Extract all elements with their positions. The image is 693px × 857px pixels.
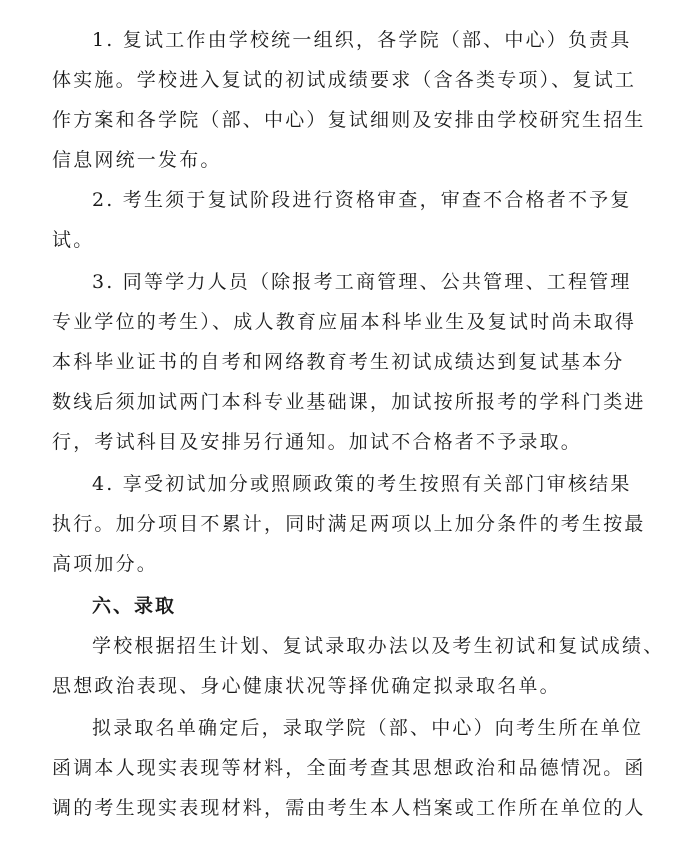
section-heading: 六、录取 [92, 595, 177, 617]
paragraph-4-line-3: 高项加分。 [52, 553, 159, 575]
paragraph-6-line-3: 调的考生现实表现材料，需由考生本人档案或工作所在单位的人 [52, 797, 646, 819]
paragraph-2-line-2: 试。 [52, 229, 95, 251]
paragraph-3-line-1: 3. 同等学力人员（除报考工商管理、公共管理、工程管理 [92, 271, 632, 293]
paragraph-2-line-1: 2. 考生须于复试阶段进行资格审查，审查不合格者不予复 [92, 189, 632, 211]
paragraph-1-line-1: 1. 复试工作由学校统一组织，各学院（部、中心）负责具 [92, 29, 632, 51]
paragraph-3-line-5: 行，考试科目及安排另行通知。加试不合格者不予录取。 [52, 431, 583, 453]
paragraph-1-line-2: 体实施。学校进入复试的初试成绩要求（含各类专项）、复试工 [52, 69, 637, 91]
paragraph-1-line-4: 信息网统一发布。 [52, 149, 222, 171]
paragraph-6-line-2: 函调本人现实表现等材料，全面考查其思想政治和品德情况。函 [52, 757, 646, 779]
paragraph-4-line-1: 4. 享受初试加分或照顾政策的考生按照有关部门审核结果 [92, 473, 632, 495]
paragraph-5-line-1: 学校根据招生计划、复试录取办法以及考生初试和复试成绩、 [92, 635, 665, 657]
paragraph-5-line-2: 思想政治表现、身心健康状况等择优确定拟录取名单。 [52, 675, 561, 697]
paragraph-3-line-3: 本科毕业证书的自考和网络教育考生初试成绩达到复试基本分 [52, 351, 625, 373]
paragraph-4-line-2: 执行。加分项目不累计，同时满足两项以上加分条件的考生按最 [52, 513, 646, 535]
paragraph-1-line-3: 作方案和各学院（部、中心）复试细则及安排由学校研究生招生 [52, 109, 646, 131]
paragraph-6-line-1: 拟录取名单确定后，录取学院（部、中心）向考生所在单位 [92, 717, 644, 739]
paragraph-3-line-4: 数线后须加试两门本科专业基础课，加试按所报考的学科门类进 [52, 391, 646, 413]
paragraph-3-line-2: 专业学位的考生）、成人教育应届本科毕业生及复试时尚未取得 [52, 311, 637, 333]
